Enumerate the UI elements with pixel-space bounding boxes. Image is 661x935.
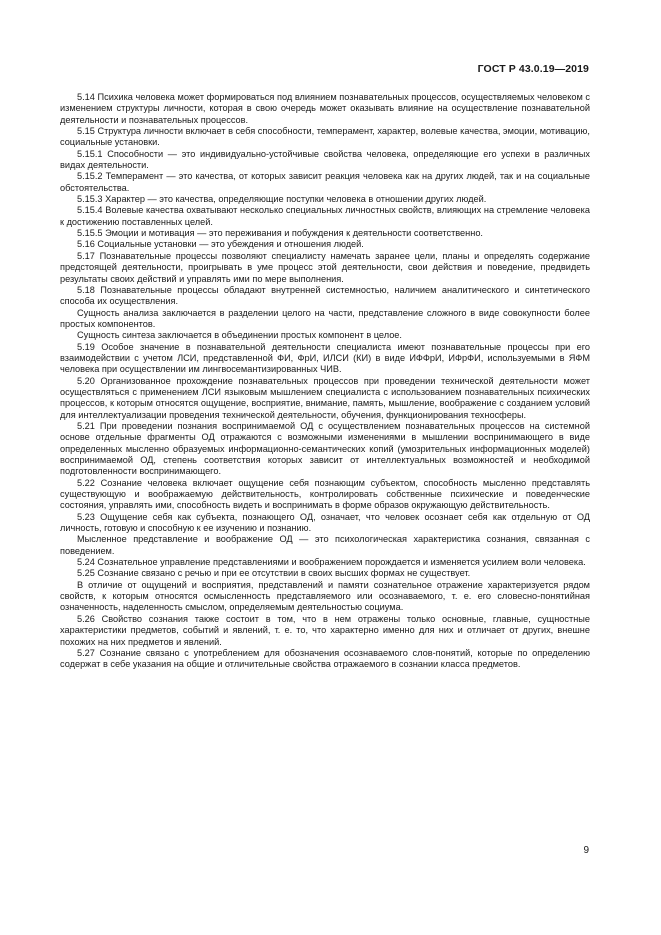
body-text	[60, 92, 590, 671]
paragraph: 5.15.2 Темперамент — это качества, от которых зависит реакция человека как на других людей, так и на социальные обстоятельства.	[60, 171, 590, 193]
paragraph: Сущность синтеза заключается в объединении простых компонент в целое.	[77, 330, 402, 341]
page-number: 9	[583, 845, 589, 856]
document-code: ГОСТ Р 43.0.19—2019	[477, 63, 589, 75]
paragraph: 5.24 Сознательное управление представлениями и воображением порождается и изменяется усилием воли человека.	[77, 557, 586, 568]
paragraph: 5.25 Сознание связано с речью и при ее отсутствии в своих высших формах не существует.	[77, 568, 471, 579]
paragraph: 5.14 Психика человека может формироваться под влиянием познавательных процессов, осуществляемых человеком с изменением структуры личности, которая в свою очередь может оказывать влияние на осуществление познавательной деятельности и познавательных процессов.	[60, 92, 590, 125]
paragraph: 5.15 Структура личности включает в себя способности, темперамент, характер, волевые качества, эмоции, мотивацию, социальные установки.	[60, 126, 590, 148]
paragraph: 5.22 Сознание человека включает ощущение себя познающим субъектом, способность мысленно представлять существующую и воображаемую действительность, контролировать собственные психические и поведенческие состояния, управлять ими, способность видеть и воспринимать в форме образов окружающую действительность.	[60, 477, 590, 511]
paragraph: 5.27 Сознание связано с употреблением для обозначения осознаваемого слов-понятий, которые по определению содержат в себе указания на общие и отличительные свойства отражаемого в сознании класса предметов.	[60, 647, 590, 670]
paragraph: 5.23 Ощущение себя как субъекта, познающего ОД, означает, что человек осознает себя как отдельную от ОД личность, готовую и способную к ее изучению и познанию.	[60, 511, 590, 534]
paragraph: 5.15.1 Способности — это индивидуально-устойчивые свойства человека, определяющие его успехи в различных видах деятельности.	[60, 148, 590, 171]
paragraph: 5.15.4 Волевые качества охватывают несколько специальных личностных свойств, влияющих на стремление человека к достижению поставленных целей.	[60, 205, 590, 227]
paragraph: Сущность анализа заключается в разделении целого на части, представление сложного в виде совокупности более простых компонентов.	[60, 307, 590, 329]
paragraph: 5.26 Свойство сознания также состоит в том, что в нем отражены только основные, главные, сущностные характеристики предметов, событий и явлений, т. е. то, что характерно именно для них и отличает от других, внешне похожих на них предметов и явлений.	[60, 613, 590, 647]
paragraph: 5.21 При проведении познания воспринимаемой ОД с осуществлением познавательных процессов на системной основе отдельные фрагменты ОД отражаются с возможными изменениями в мышлении воспринимающего в виде определенных мысленно образуемых информационно-семантических копий (умозрительных информационных моделей) воспринимаемой ОД, степень соответствия которых зависит от интеллектуальных возможностей и необходимой подготовленности воспринимающего.	[60, 420, 590, 477]
paragraph: 5.18 Познавательные процессы обладают внутренней системностью, наличием аналитического и синтетического способа их осуществления.	[60, 284, 590, 307]
paragraph: 5.20 Организованное прохождение познавательных процессов при проведении технической деятельности может осуществляться с применением ЛСИ языковым мышлением специалиста с использованием познавательных психических процессов, к которым относятся ощущение, восприятие, внимание, память, мышление, воображение с созданием условий для интеллектуализации проведения технической деятельности, обучения, функционирования техносферы.	[60, 375, 590, 420]
paragraph: 5.17 Познавательные процессы позволяют специалисту намечать заранее цели, планы и определять содержание предстоящей деятельности, проигрывать в уме процесс этой деятельности, свои действия и поведение, предвидеть результаты своих действий и управлять ими по мере выполнения.	[60, 250, 590, 284]
paragraph: В отличие от ощущений и восприятия, представлений и памяти сознательное отражение характеризуется рядом свойств, к которым относятся осмысленность представляемого или осознаваемого, т. е. его словесно-понятийная означенность, наделенность смыслом, определяемым деятельностью социума.	[60, 579, 590, 613]
paragraph: Мысленное представление и воображение ОД — это психологическая характеристика сознания, связанная с поведением.	[60, 534, 590, 556]
paragraph: 5.15.5 Эмоции и мотивация — это переживания и побуждения к деятельности соответственно.	[77, 228, 483, 239]
paragraph: 5.15.3 Характер — это качества, определяющие поступки человека в отношении других людей.	[77, 194, 487, 205]
paragraph: 5.16 Социальные установки — это убеждения и отношения людей.	[77, 239, 364, 250]
paragraph: 5.19 Особое значение в познавательной деятельности специалиста имеют познавательные процессы при его взаимодействии с учетом ЛСИ, представленной ФИ, ФрИ, ИЛСИ (КИ) в виде ИФФрИ, ИФрФИ, используемыми в ЯФМ человека при осуществлении им лингвосемантизированных ЧИВ.	[60, 341, 590, 375]
